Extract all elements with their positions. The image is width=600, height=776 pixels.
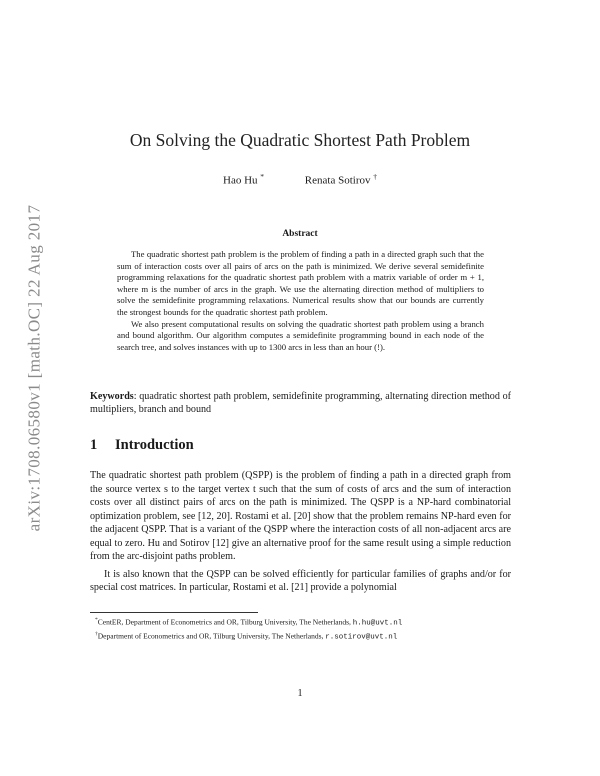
page-number: 1 xyxy=(297,688,303,699)
abstract-body xyxy=(117,249,484,353)
author-sotirov xyxy=(305,172,377,187)
abstract-paragraph: The quadratic shortest path problem is the problem of finding a path in a directed graph such that the sum of interaction costs over all pairs of arcs on the path is minimized. We derive several semidefinite programming relaxations for the quadratic shortest path problem with a matrix variable of order m + 1, where m is the number of arcs in the graph. We use the alternating direction method of multipliers to solve the semidefinite programming relaxations. Numerical results show that our bounds are currently the strongest bounds for the quadratic shortest path problem. xyxy=(117,249,484,317)
footnote-email: h.hu@uvt.nl xyxy=(352,619,403,628)
author-name: Hao Hu xyxy=(223,174,258,187)
abstract-paragraph: We also present computational results on solving the quadratic shortest path problem using a branch and bound algorithm. Our algorithm computes a semidefinite programming bound in each node of the search tree, and solves instances with up to 1300 arcs in less than an hour (!). xyxy=(117,318,484,352)
keywords xyxy=(90,390,511,417)
intro-paragraph: The quadratic shortest path problem (QSPP) is the problem of finding a path in a directed graph from the source vertex s to the target vertex t such that the sum of costs of arcs and the sum of interaction costs over all distinct pairs of arcs on the path is minimized. The QSPP is a NP-hard combinatorial optimization problem, see [12, 20]. Rostami et al. [20] show that the problem remains NP-hard even for the adjacent QSPP. That is a variant of the QSPP where the interaction costs of all non-adjacent arcs are equal to zero. Hu and Sotirov [12] give an alternative proof for the same result using a simple reduction from the arc-disjoint paths problem. xyxy=(90,470,511,563)
section-heading xyxy=(90,437,194,454)
arxiv-identifier-sidebar xyxy=(10,165,58,570)
author-footnote-mark: † xyxy=(373,172,377,181)
abstract-heading: Abstract xyxy=(282,229,318,239)
footnote-mark: † xyxy=(95,631,98,637)
footnote xyxy=(90,629,511,643)
author-name: Renata Sotirov xyxy=(304,174,371,187)
footnotes xyxy=(90,615,511,643)
author-footnote-mark: * xyxy=(260,172,265,181)
paper-title: On Solving the Quadratic Shortest Path Problem xyxy=(129,130,471,150)
section-number: 1 xyxy=(90,437,98,453)
author-list xyxy=(0,172,600,187)
footnote-rule xyxy=(90,612,258,613)
arxiv-identifier: arXiv:1708.06580v1 [math.OC] 22 Aug 2017 xyxy=(24,204,44,531)
intro-paragraph: It is also known that the QSPP can be solved efficiently for particular families of graphs and/or for special cost matrices. In particular, Rostami et al. [21] provide a polynomial xyxy=(90,568,511,594)
author-hu xyxy=(223,172,264,187)
introduction-body xyxy=(90,469,511,599)
footnote-text: Department of Econometrics and OR, Tilburg University, The Netherlands, xyxy=(97,631,326,641)
keywords-text: : quadratic shortest path problem, semidefinite programming, alternating direction method of multipliers, branch and bound xyxy=(90,391,511,416)
footnote-mark: * xyxy=(95,617,98,623)
keywords-label: Keywords xyxy=(90,391,134,402)
footnote-text: CentER, Department of Econometrics and OR, Tilburg University, The Netherlands, xyxy=(97,617,353,627)
section-title: Introduction xyxy=(115,437,194,453)
footnote xyxy=(90,615,511,629)
footnote-email: r.sotirov@uvt.nl xyxy=(325,633,398,642)
